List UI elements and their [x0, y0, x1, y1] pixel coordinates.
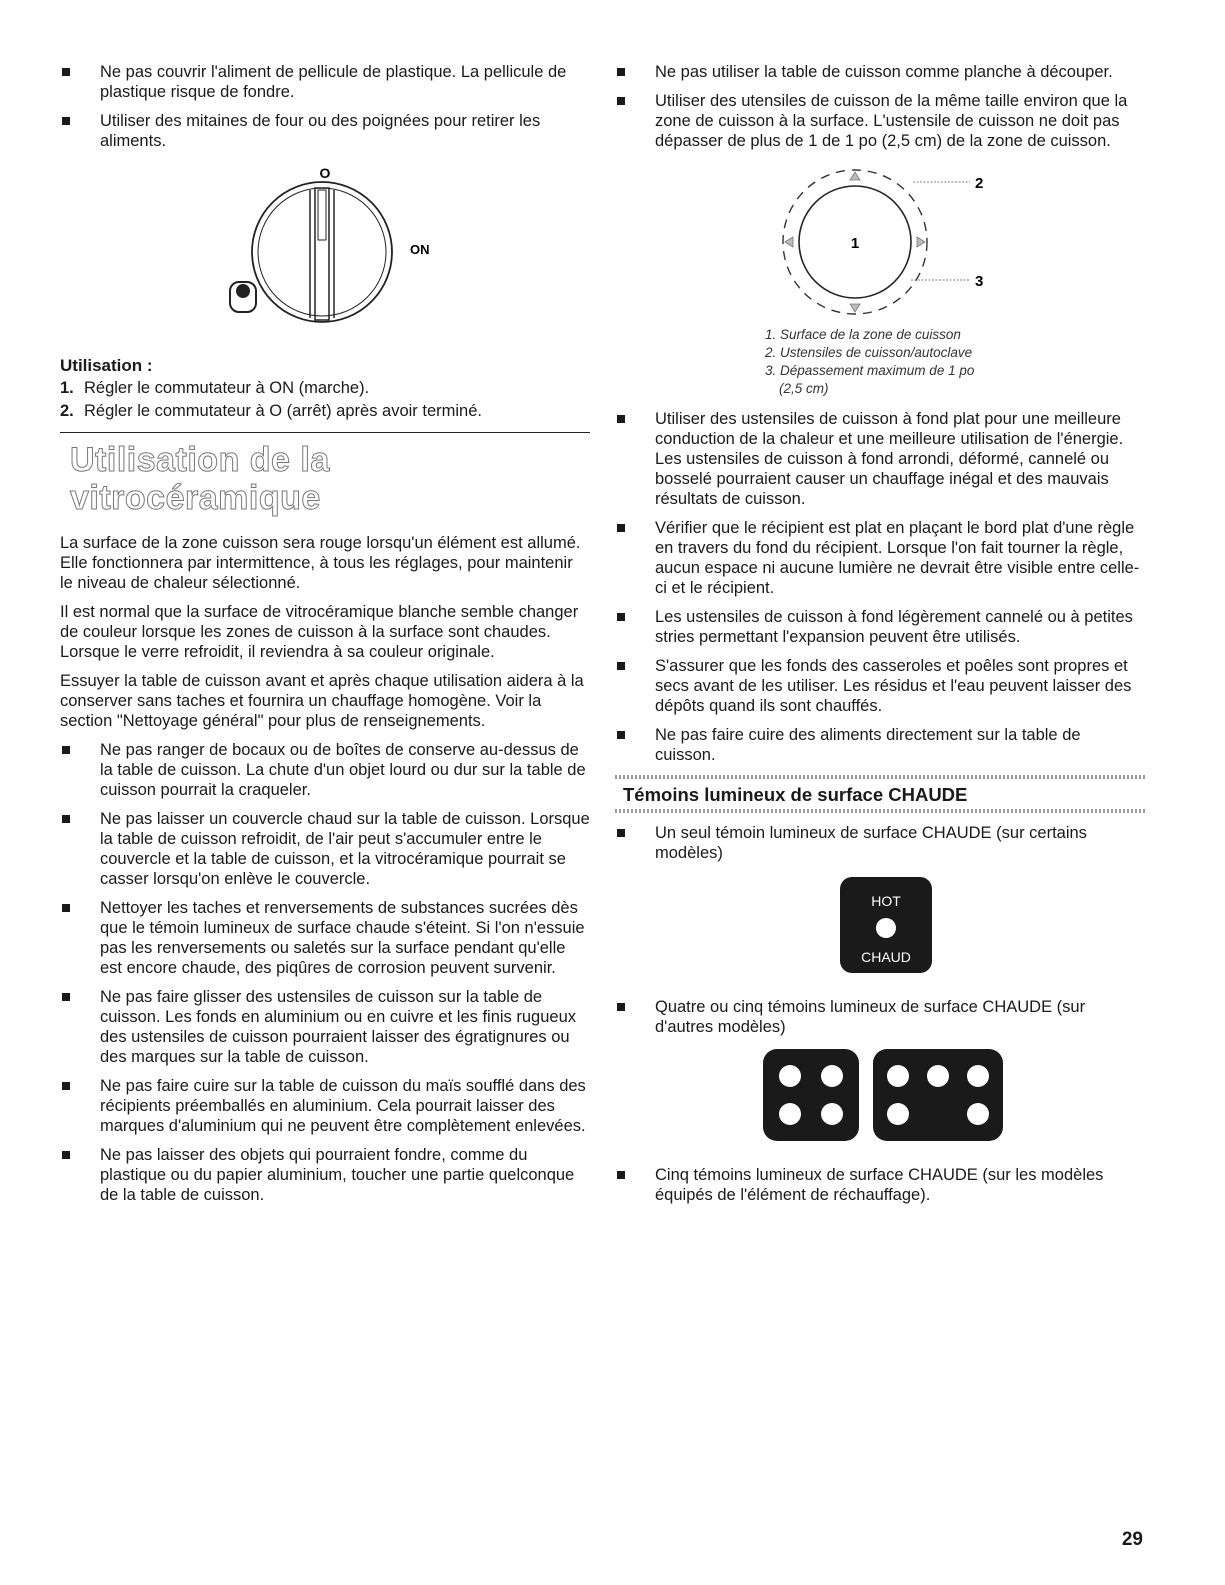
- list-item: Ne pas faire cuire des aliments directement sur la table de cuisson.: [615, 725, 1145, 765]
- list-item: Quatre ou cinq témoins lumineux de surface CHAUDE (sur d'autres modèles): [615, 997, 1145, 1037]
- indicator-light-icon: [887, 1103, 909, 1125]
- paragraph: La surface de la zone cuisson sera rouge lorsqu'un élément est allumé. Elle fonctionnera par intermittence, à tous les réglages, pour maintenir le niveau de chaleur sélectionné.: [60, 534, 581, 592]
- indicator-light-icon: [967, 1065, 989, 1087]
- bullet-icon: [617, 524, 625, 532]
- zone-label-3: 3: [975, 273, 984, 290]
- left-bottom-bullet-list: [60, 740, 590, 1205]
- single-hot-indicator-figure: [615, 877, 1145, 975]
- bullet-icon: [62, 68, 70, 76]
- dotted-divider-bottom: [615, 809, 1145, 813]
- zone-label-1: 1: [850, 235, 860, 252]
- utilisation-steps: [60, 378, 590, 421]
- utilisation-label: Utilisation :: [60, 356, 153, 375]
- hot-single-list: [615, 823, 1145, 863]
- indicator-light-icon: [821, 1065, 843, 1087]
- control-knob-figure: [60, 160, 590, 350]
- bullet-icon: [617, 68, 625, 76]
- hot-indicator-badge: [840, 877, 932, 973]
- hot-five-list: [615, 1165, 1145, 1205]
- bullet-icon: [617, 662, 625, 670]
- bullet-icon: [62, 1151, 70, 1159]
- step-item: 2. Régler le commutateur à O (arrêt) après avoir terminé.: [60, 402, 482, 420]
- list-item: Ne pas utiliser la table de cuisson comme planche à découper.: [615, 62, 1145, 82]
- indicator-light-icon: [821, 1103, 843, 1125]
- caption-line: 3. Dépassement maximum de 1 po: [765, 363, 975, 378]
- bullet-icon: [617, 731, 625, 739]
- bullet-icon: [617, 829, 625, 837]
- power-indicator-icon: [230, 282, 256, 312]
- list-item: Les ustensiles de cuisson à fond légèrement cannelé ou à petites stries permettant l'expansion peuvent être utilisés.: [615, 607, 1145, 647]
- hot-indicator-heading: Témoins lumineux de surface CHAUDE: [623, 784, 968, 805]
- multi-hot-indicator-figure: [615, 1049, 1145, 1145]
- list-item: Nettoyer les taches et renversements de substances sucrées dès que le témoin lumineux de surface chaude s'éteint. Si l'on n'essuie pas les renversements ou saletés sur la surface pendant qu'elle est encore chaude, des piqûres de corrosion peuvent survenir.: [60, 898, 590, 978]
- indicator-light-icon: [927, 1065, 949, 1087]
- bullet-icon: [62, 904, 70, 912]
- list-item: Cinq témoins lumineux de surface CHAUDE (sur les modèles équipés de l'élément de réchauffage).: [615, 1165, 1145, 1205]
- hot-badge-bottom-label: CHAUD: [861, 949, 911, 965]
- paragraph: Il est normal que la surface de vitrocéramique blanche semble changer de couleur lorsque les zones de cuisson à la surface sont chaudes. Lorsque le verre refroidit, il reviendra à sa couleur originale.: [60, 603, 579, 661]
- bullet-icon: [617, 1003, 625, 1011]
- bullet-icon: [62, 993, 70, 1001]
- list-item: Ne pas laisser des objets qui pourraient fondre, comme du plastique ou du papier aluminium, toucher une partie quelconque de la table de cuisson.: [60, 1145, 590, 1205]
- right-column: [615, 62, 1145, 1214]
- bullet-icon: [62, 117, 70, 125]
- section-heading: Utilisation de la vitrocéramique: [70, 441, 330, 517]
- bullet-icon: [62, 1082, 70, 1090]
- list-item: Ne pas ranger de bocaux ou de boîtes de conserve au-dessus de la table de cuisson. La chute d'un objet lourd ou dur sur la table de cuisson pourrait la craqueler.: [60, 740, 590, 800]
- control-knob-diagram: [60, 160, 590, 350]
- bullet-icon: [62, 746, 70, 754]
- cookware-size-figure: [615, 160, 1145, 320]
- knob-off-label: O: [319, 165, 331, 181]
- caption-line: 2. Ustensiles de cuisson/autoclave: [765, 345, 973, 360]
- list-item: Ne pas faire cuire sur la table de cuisson du maïs soufflé dans des récipients préemballés en aluminium. Cela pourrait laisser des marques d'aluminium qui ne peuvent être complètement enlevées.: [60, 1076, 590, 1136]
- list-item: Utiliser des mitaines de four ou des poignées pour retirer les aliments.: [60, 111, 590, 151]
- right-mid-bullet-list: [615, 409, 1145, 765]
- step-item: 1. Régler le commutateur à ON (marche).: [60, 379, 370, 397]
- bullet-icon: [617, 613, 625, 621]
- bullet-icon: [617, 415, 625, 423]
- indicator-light-icon: [876, 918, 896, 938]
- list-item: Ne pas laisser un couvercle chaud sur la table de cuisson. Lorsque la table de cuisson refroidit, de l'air peut s'accumuler entre le couvercle et la table de cuisson, et la vitrocéramique pourrait se casser lorsqu'on enlève le couvercle.: [60, 809, 590, 889]
- bullet-icon: [617, 1171, 625, 1179]
- list-item: S'assurer que les fonds des casseroles et poêles sont propres et secs avant de les utiliser. Les résidus et l'eau peuvent laisser des dépôts quand ils sont chauffés.: [615, 656, 1145, 716]
- list-item: Ne pas couvrir l'aliment de pellicule de plastique. La pellicule de plastique risque de fondre.: [60, 62, 590, 102]
- bullet-icon: [62, 815, 70, 823]
- cookware-size-diagram: [615, 160, 1145, 320]
- left-column: [60, 62, 590, 1214]
- indicator-light-icon: [887, 1065, 909, 1087]
- knob-on-label: ON: [410, 242, 430, 257]
- five-light-indicator-icon: [873, 1049, 1003, 1141]
- list-item: Vérifier que le récipient est plat en plaçant le bord plat d'une règle en travers du fond du récipient. Lorsque l'on fait tourner la règle, aucun espace ni aucune lumière ne devrait être visible entre celle-ci et le récipient.: [615, 518, 1145, 598]
- list-item: Un seul témoin lumineux de surface CHAUDE (sur certains modèles): [615, 823, 1145, 863]
- zone-label-2: 2: [975, 175, 984, 192]
- page-number: 29: [1121, 1529, 1143, 1550]
- bullet-icon: [617, 97, 625, 105]
- left-top-bullet-list: [60, 62, 590, 151]
- right-top-bullet-list: [615, 62, 1145, 151]
- list-item: Utiliser des utensiles de cuisson de la même taille environ que la zone de cuisson à la surface. L'ustensile de cuisson ne doit pas dépasser de plus de 1 de 1 po (2,5 cm) de la zone de cuisson.: [615, 91, 1145, 151]
- caption-line: 1. Surface de la zone de cuisson: [765, 327, 961, 342]
- indicator-light-icon: [779, 1065, 801, 1087]
- section-divider: [60, 432, 590, 433]
- figure-captions: [765, 326, 1145, 397]
- hot-multi-list: [615, 997, 1145, 1037]
- list-item: Ne pas faire glisser des ustensiles de cuisson sur la table de cuisson. Les fonds en aluminium ou en cuivre et les finis rugueux des ustensiles de cuisson pourraient laisser des égratignures ou des marques sur la table de cuisson.: [60, 987, 590, 1067]
- knob-outer-ring: [252, 182, 392, 322]
- four-light-indicator-icon: [763, 1049, 859, 1141]
- list-item: Utiliser des ustensiles de cuisson à fond plat pour une meilleure conduction de la chaleur et une meilleure utilisation de l'énergie. Les ustensiles de cuisson à fond arrondi, déformé, cannelé ou bosselé pourraient causer un chauffage inégal et des mauvais résultats de cuisson.: [615, 409, 1145, 509]
- caption-line: (2,5 cm): [779, 381, 829, 396]
- hot-badge-top-label: HOT: [871, 893, 901, 909]
- indicator-light-icon: [967, 1103, 989, 1125]
- dotted-divider-top: [615, 775, 1145, 779]
- indicator-light-icon: [779, 1103, 801, 1125]
- paragraph: Essuyer la table de cuisson avant et après chaque utilisation aidera à la conserver sans taches et fournira un chauffage homogène. Voir la section "Nettoyage général" pour plus de renseignements.: [60, 672, 584, 730]
